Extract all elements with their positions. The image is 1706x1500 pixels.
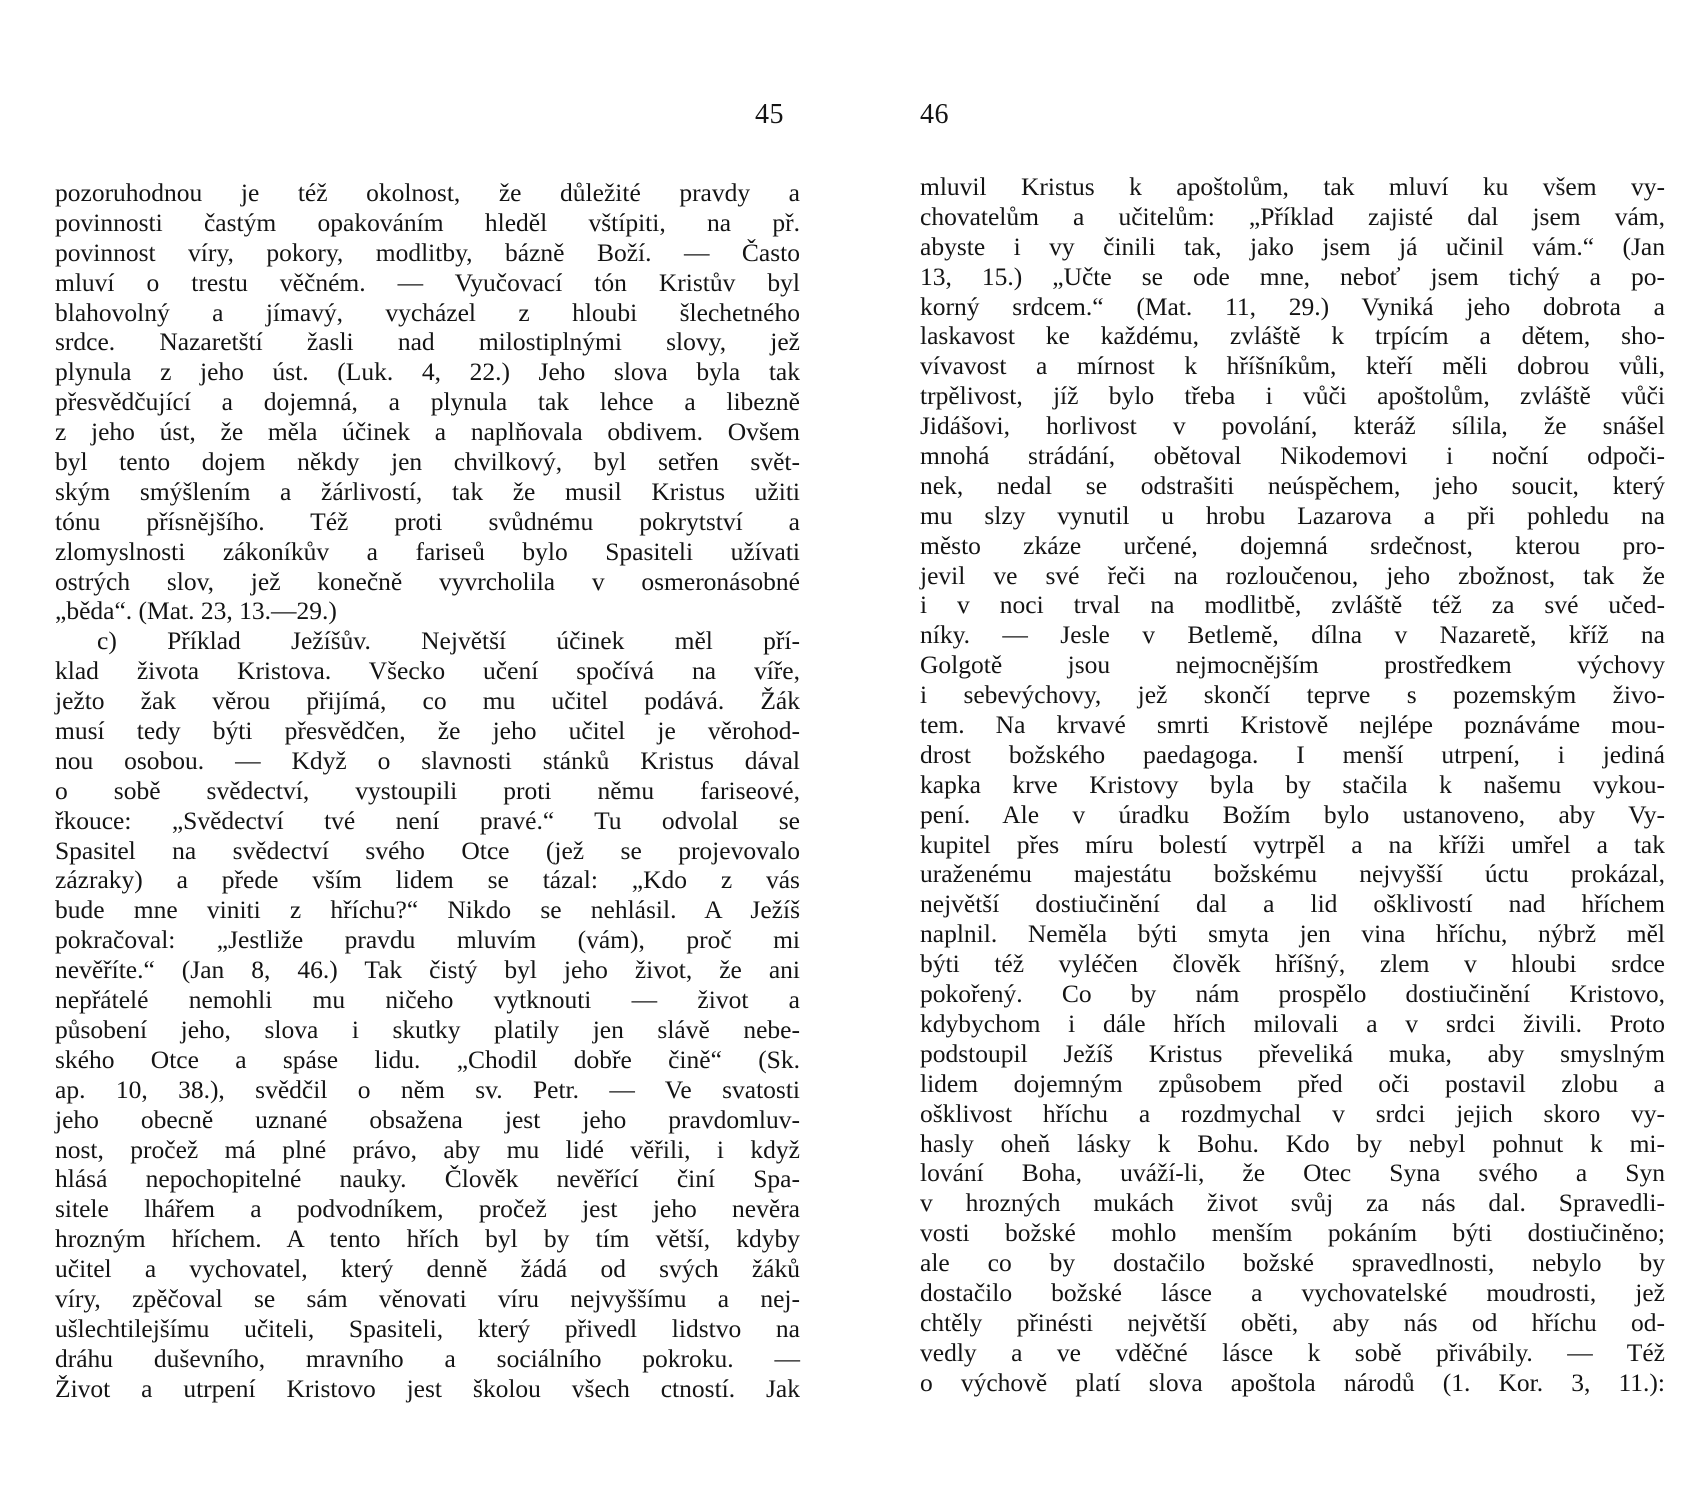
text-line: bude mne viniti z hříchu?“ Nikdo se nehlásil. A Ježíš <box>55 895 800 925</box>
text-line: v hrozných mukách život svůj za nás dal. Spravedli- <box>920 1188 1665 1218</box>
text-line: nepřátelé nemohli mu ničeho vytknouti — život a <box>55 985 800 1015</box>
text-line: pokračoval: „Jestliže pravdu mluvím (vám), proč mi <box>55 925 800 955</box>
text-line: nou osobou. — Když o slavnosti stánků Kristus dával <box>55 745 800 775</box>
text-line: Jidášovi, horlivost v povolání, kteráž sílila, že snášel <box>920 411 1665 441</box>
text-line: Život a utrpení Kristovo jest školou všech ctností. Jak <box>55 1373 800 1403</box>
text-line: mluví o trestu věčném. — Vyučovací tón Kristův byl <box>55 267 800 297</box>
text-line: trpělivost, jíž bylo třeba i vůči apoštolům, zvláště vůči <box>920 381 1665 411</box>
text-line: blahovolný a jímavý, vycházel z hloubi šlechetného <box>55 297 800 327</box>
text-line: níky. — Jesle v Betlemě, dílna v Nazaretě, kříž na <box>920 620 1665 650</box>
left-page-text <box>55 178 800 1404</box>
text-line: hrozným hříchem. A tento hřích byl by tím větší, kdyby <box>55 1224 800 1254</box>
text-line: chovatelům a učitelům: „Příklad zajisté dal jsem vám, <box>920 201 1665 231</box>
text-line: o sobě svědectví, vystoupili proti němu fariseové, <box>55 775 800 805</box>
text-line: i sebevýchovy, jež skončí teprve s pozemským živo- <box>920 680 1665 710</box>
text-line: město zkáze určené, dojemná srdečnost, kterou pro- <box>920 530 1665 560</box>
text-line: naplnil. Neměla býti smyta jen vina hříchu, nýbrž měl <box>920 919 1665 949</box>
text-line: nevěříte.“ (Jan 8, 46.) Tak čistý byl jeho život, že ani <box>55 955 800 985</box>
text-line: hlásá nepochopitelné nauky. Člověk nevěřící činí Spa- <box>55 1164 800 1194</box>
text-line: vedly a ve vděčné lásce k sobě přivábily. — Též <box>920 1337 1665 1367</box>
text-line: povinnost víry, pokory, modlitby, bázně Boží. — Často <box>55 237 800 267</box>
page-number-left: 45 <box>755 99 784 130</box>
text-line: i v noci trval na modlitbě, zvláště též za své učed- <box>920 590 1665 620</box>
text-line: dráhu duševního, mravního a sociálního pokroku. — <box>55 1343 800 1373</box>
text-line: drost božského paedagoga. I menší utrpení, i jediná <box>920 739 1665 769</box>
text-line: mluvil Kristus k apoštolům, tak mluví ku všem vy- <box>920 172 1665 201</box>
text-line: kapka krve Kristovy byla by stačila k našemu vykou- <box>920 769 1665 799</box>
text-line: Spasitel na svědectví svého Otce (jež se projevovalo <box>55 835 800 865</box>
text-line: ostrých slov, jež konečně vyvrcholila v osmeronásobné <box>55 566 800 596</box>
text-line: chtěly přinésti největší oběti, aby nás od hříchu od- <box>920 1307 1665 1337</box>
text-line: mnohá strádání, obětoval Nikodemovi i noční odpoči- <box>920 441 1665 471</box>
text-line: ježto žak věrou přijímá, co mu učitel podává. Žák <box>55 686 800 716</box>
text-line: Golgotě jsou nejmocnějším prostředkem výchovy <box>920 650 1665 680</box>
text-line: ale co by dostačilo božské spravedlnosti, nebylo by <box>920 1248 1665 1278</box>
text-line: pení. Ale v úradku Božím bylo ustanoveno, aby Vy- <box>920 799 1665 829</box>
text-line: jeho obecně uznané obsažena jest jeho pravdomluv- <box>55 1104 800 1134</box>
text-line: pokořený. Co by nám prospělo dostiučinění Kristovo, <box>920 979 1665 1009</box>
text-line: byl tento dojem někdy jen chvilkový, byl setřen svět- <box>55 447 800 477</box>
text-line: sitele lhářem a podvodníkem, pročež jest jeho nevěra <box>55 1194 800 1224</box>
page-number-right: 46 <box>920 99 949 130</box>
text-line: abyste i vy činili tak, jako jsem já učinil vám.“ (Jan <box>920 231 1665 261</box>
text-line: řkouce: „Svědectví tvé není pravé.“ Tu odvolal se <box>55 805 800 835</box>
text-line: z jeho úst, že měla účinek a naplňovala obdivem. Ovšem <box>55 417 800 447</box>
text-line: 13, 15.) „Učte se ode mne, neboť jsem tichý a po- <box>920 261 1665 291</box>
text-line: plynula z jeho úst. (Luk. 4, 22.) Jeho slova byla tak <box>55 357 800 387</box>
text-line: ap. 10, 38.), svědčil o něm sv. Petr. — Ve svatosti <box>55 1074 800 1104</box>
text-line: lování Boha, uváží-li, že Otec Syna svého a Syn <box>920 1158 1665 1188</box>
text-line: ským smýšlením a žárlivostí, tak že musil Kristus užiti <box>55 476 800 506</box>
text-line: povinnosti častým opakováním hleděl vštípiti, na př. <box>55 207 800 237</box>
text-line: působení jeho, slova i skutky platily jen slávě nebe- <box>55 1014 800 1044</box>
text-line: ušlechtilejšímu učiteli, Spasiteli, který přivedl lidstvo na <box>55 1313 800 1343</box>
right-page-text <box>920 172 1665 1398</box>
text-line: korný srdcem.“ (Mat. 11, 29.) Vyniká jeho dobrota a <box>920 291 1665 321</box>
text-line: lidem dojemným způsobem před oči postavil zlobu a <box>920 1068 1665 1098</box>
text-line: vosti božské mohlo menším pokáním býti dostiučiněno; <box>920 1218 1665 1248</box>
text-line: ského Otce a spáse lidu. „Chodil dobře čině“ (Sk. <box>55 1044 800 1074</box>
text-line: dostačilo božské lásce a vychovatelské moudrosti, jež <box>920 1277 1665 1307</box>
text-line: kdybychom i dále hřích milovali a v srdci živili. Proto <box>920 1008 1665 1038</box>
text-line: učitel a vychovatel, který denně žádá od svých žáků <box>55 1254 800 1284</box>
text-line: klad života Kristova. Všecko učení spočívá na víře, <box>55 656 800 686</box>
text-line: kupitel přes míru bolestí vytrpěl a na kříži umřel a tak <box>920 829 1665 859</box>
text-line: ošklivost hříchu a rozdmychal v srdci jejich skoro vy- <box>920 1098 1665 1128</box>
text-line: mu slzy vynutil u hrobu Lazarova a při pohledu na <box>920 500 1665 530</box>
text-line: jevil ve své řeči na rozloučenou, jeho zbožnost, tak že <box>920 560 1665 590</box>
text-line: srdce. Nazaretští žasli nad milostiplnými slovy, jež <box>55 327 800 357</box>
text-line: víry, zpěčoval se sám věnovati víru nejvyššímu a nej- <box>55 1283 800 1313</box>
text-line: hasly oheň lásky k Bohu. Kdo by nebyl pohnut k mi- <box>920 1128 1665 1158</box>
text-line: tónu přísnějšího. Též proti svůdnému pokrytství a <box>55 506 800 536</box>
text-line: musí tedy býti přesvědčen, že jeho učitel je věrohod- <box>55 716 800 746</box>
text-line: „běda“. (Mat. 23, 13.—29.) <box>55 596 337 626</box>
text-line: vívavost a mírnost k hříšníkům, kteří měli dobrou vůli, <box>920 351 1665 381</box>
text-line: podstoupil Ježíš Kristus převeliká muka, aby smyslným <box>920 1038 1665 1068</box>
text-line: nek, nedal se odstrašiti neúspěchem, jeho soucit, který <box>920 470 1665 500</box>
text-line: c) Příklad Ježíšův. Největší účinek měl pří- <box>97 626 800 656</box>
text-line: býti též vyléčen člověk hříšný, zlem v hloubi srdce <box>920 949 1665 979</box>
text-line: laskavost ke každému, zvláště k trpícím a dětem, sho- <box>920 321 1665 351</box>
text-line: zázraky) a přede vším lidem se tázal: „Kdo z vás <box>55 865 800 895</box>
text-line: tem. Na krvavé smrti Kristově nejlépe poznáváme mou- <box>920 710 1665 740</box>
text-line: pozoruhodnou je též okolnost, že důležité pravdy a <box>55 178 800 207</box>
text-line: zlomyslnosti zákoníkův a fariseů bylo Spasiteli užívati <box>55 536 800 566</box>
text-line: přesvědčující a dojemná, a plynula tak lehce a libezně <box>55 387 800 417</box>
text-line: o výchově platí slova apoštola národů (1. Kor. 3, 11.): <box>920 1367 1665 1397</box>
text-line: největší dostiučinění dal a lid ošklivostí nad hříchem <box>920 889 1665 919</box>
text-line: nost, pročež má plné právo, aby mu lidé věřili, i když <box>55 1134 800 1164</box>
text-line: uraženému majestátu božskému nejvyšší úctu prokázal, <box>920 859 1665 889</box>
